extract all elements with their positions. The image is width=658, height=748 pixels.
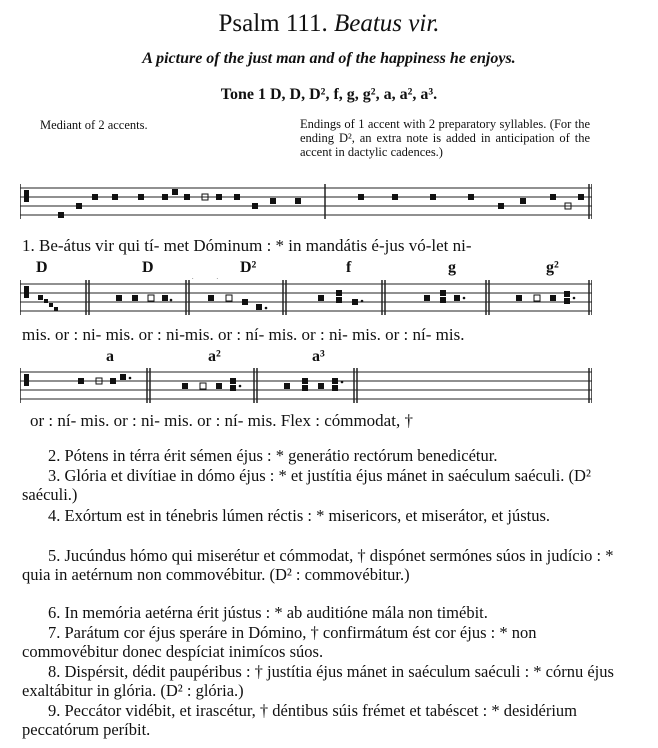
staff-3-notes (24, 374, 343, 391)
page-title (0, 10, 658, 38)
chant-line-1: 1. Be-átus vir qui tí- met Dóminum : * in mandátis é-jus vó-let ni- (22, 236, 472, 255)
tone-heading: Tone 1 D, D, D², f, g, g², a, a², a³. (220, 86, 438, 103)
verse-8: 8. Dispérsit, dédit paupéribus : † justítia éjus mánet in saéculum saéculi : * córnu éjus exaltábitur in glória. (D² : glória.) (22, 662, 614, 700)
verse-4: 4. Exórtum est in ténebris lúmen réctis : * misericors, et miserátor, et jústus. (48, 506, 551, 525)
verse-6: 6. In memória aetérna érit jústus : * ab auditióne mála non timébit. (48, 603, 488, 622)
subtitle: A picture of the just man and of the happiness he enjoys. (142, 50, 516, 67)
mediant-note: Mediant of 2 accents. (40, 118, 148, 132)
ending-label-f: f (346, 259, 352, 276)
endings-note: Endings of 1 accent with 2 preparatory syllables. (For the ending D², an extra note is added in anticipation of the accent in dactylic cadences.) (300, 117, 590, 159)
psalm-name: Beatus vir. (333, 10, 440, 37)
staff-2-notes (24, 286, 575, 311)
ending-label-a: a (106, 348, 114, 365)
verse-5: 5. Jucúndus hómo qui miserétur et cómmodat, † dispónet sermónes súos in judício : * quia in aetérnum non commovébitur. (D² : commovébitur.) (22, 546, 614, 584)
ending-label-a3: a³ (312, 348, 325, 365)
psalm-number: Psalm 111. (218, 10, 328, 37)
verse-3: 3. Glória et divítiae in dómo éjus : * et justítia éjus mánet in saéculum saéculi. (D² saéculi.) (22, 466, 591, 504)
staff-1 (20, 180, 592, 224)
verse-2: 2. Pótens in térra érit sémen éjus : * generátio rectórum benedicétur. (48, 446, 498, 465)
verse-7: 7. Parátum cor éjus speráre in Dómino, † confirmátum ést cor éjus : * non commovébitur donec despíciat inimícos súos. (22, 623, 537, 661)
verse-9: 9. Peccátor vidébit, et irascétur, † déntibus súis frémet et tabéscet : * desidérium peccatórum períbit. (22, 701, 578, 739)
ending-label-D: D (36, 259, 48, 276)
chant-line-3: or : ní- mis. or : ni- mis. or : ní- mis. Flex : cómmodat, † (30, 411, 413, 430)
ending-label-D2: D² (240, 259, 257, 276)
ending-label-g2: g² (546, 259, 559, 276)
ending-label-D-2: D (142, 259, 154, 276)
ending-label-g: g (448, 259, 456, 276)
ending-label-a2: a² (208, 348, 221, 365)
staff-3 (20, 366, 592, 410)
staff-2 (20, 278, 592, 322)
chant-line-2: mis. or : ni- mis. or : ni-mis. or : ní- mis. or : ni- mis. or : ní- mis. (22, 325, 465, 344)
staff-1-notes (24, 189, 584, 218)
